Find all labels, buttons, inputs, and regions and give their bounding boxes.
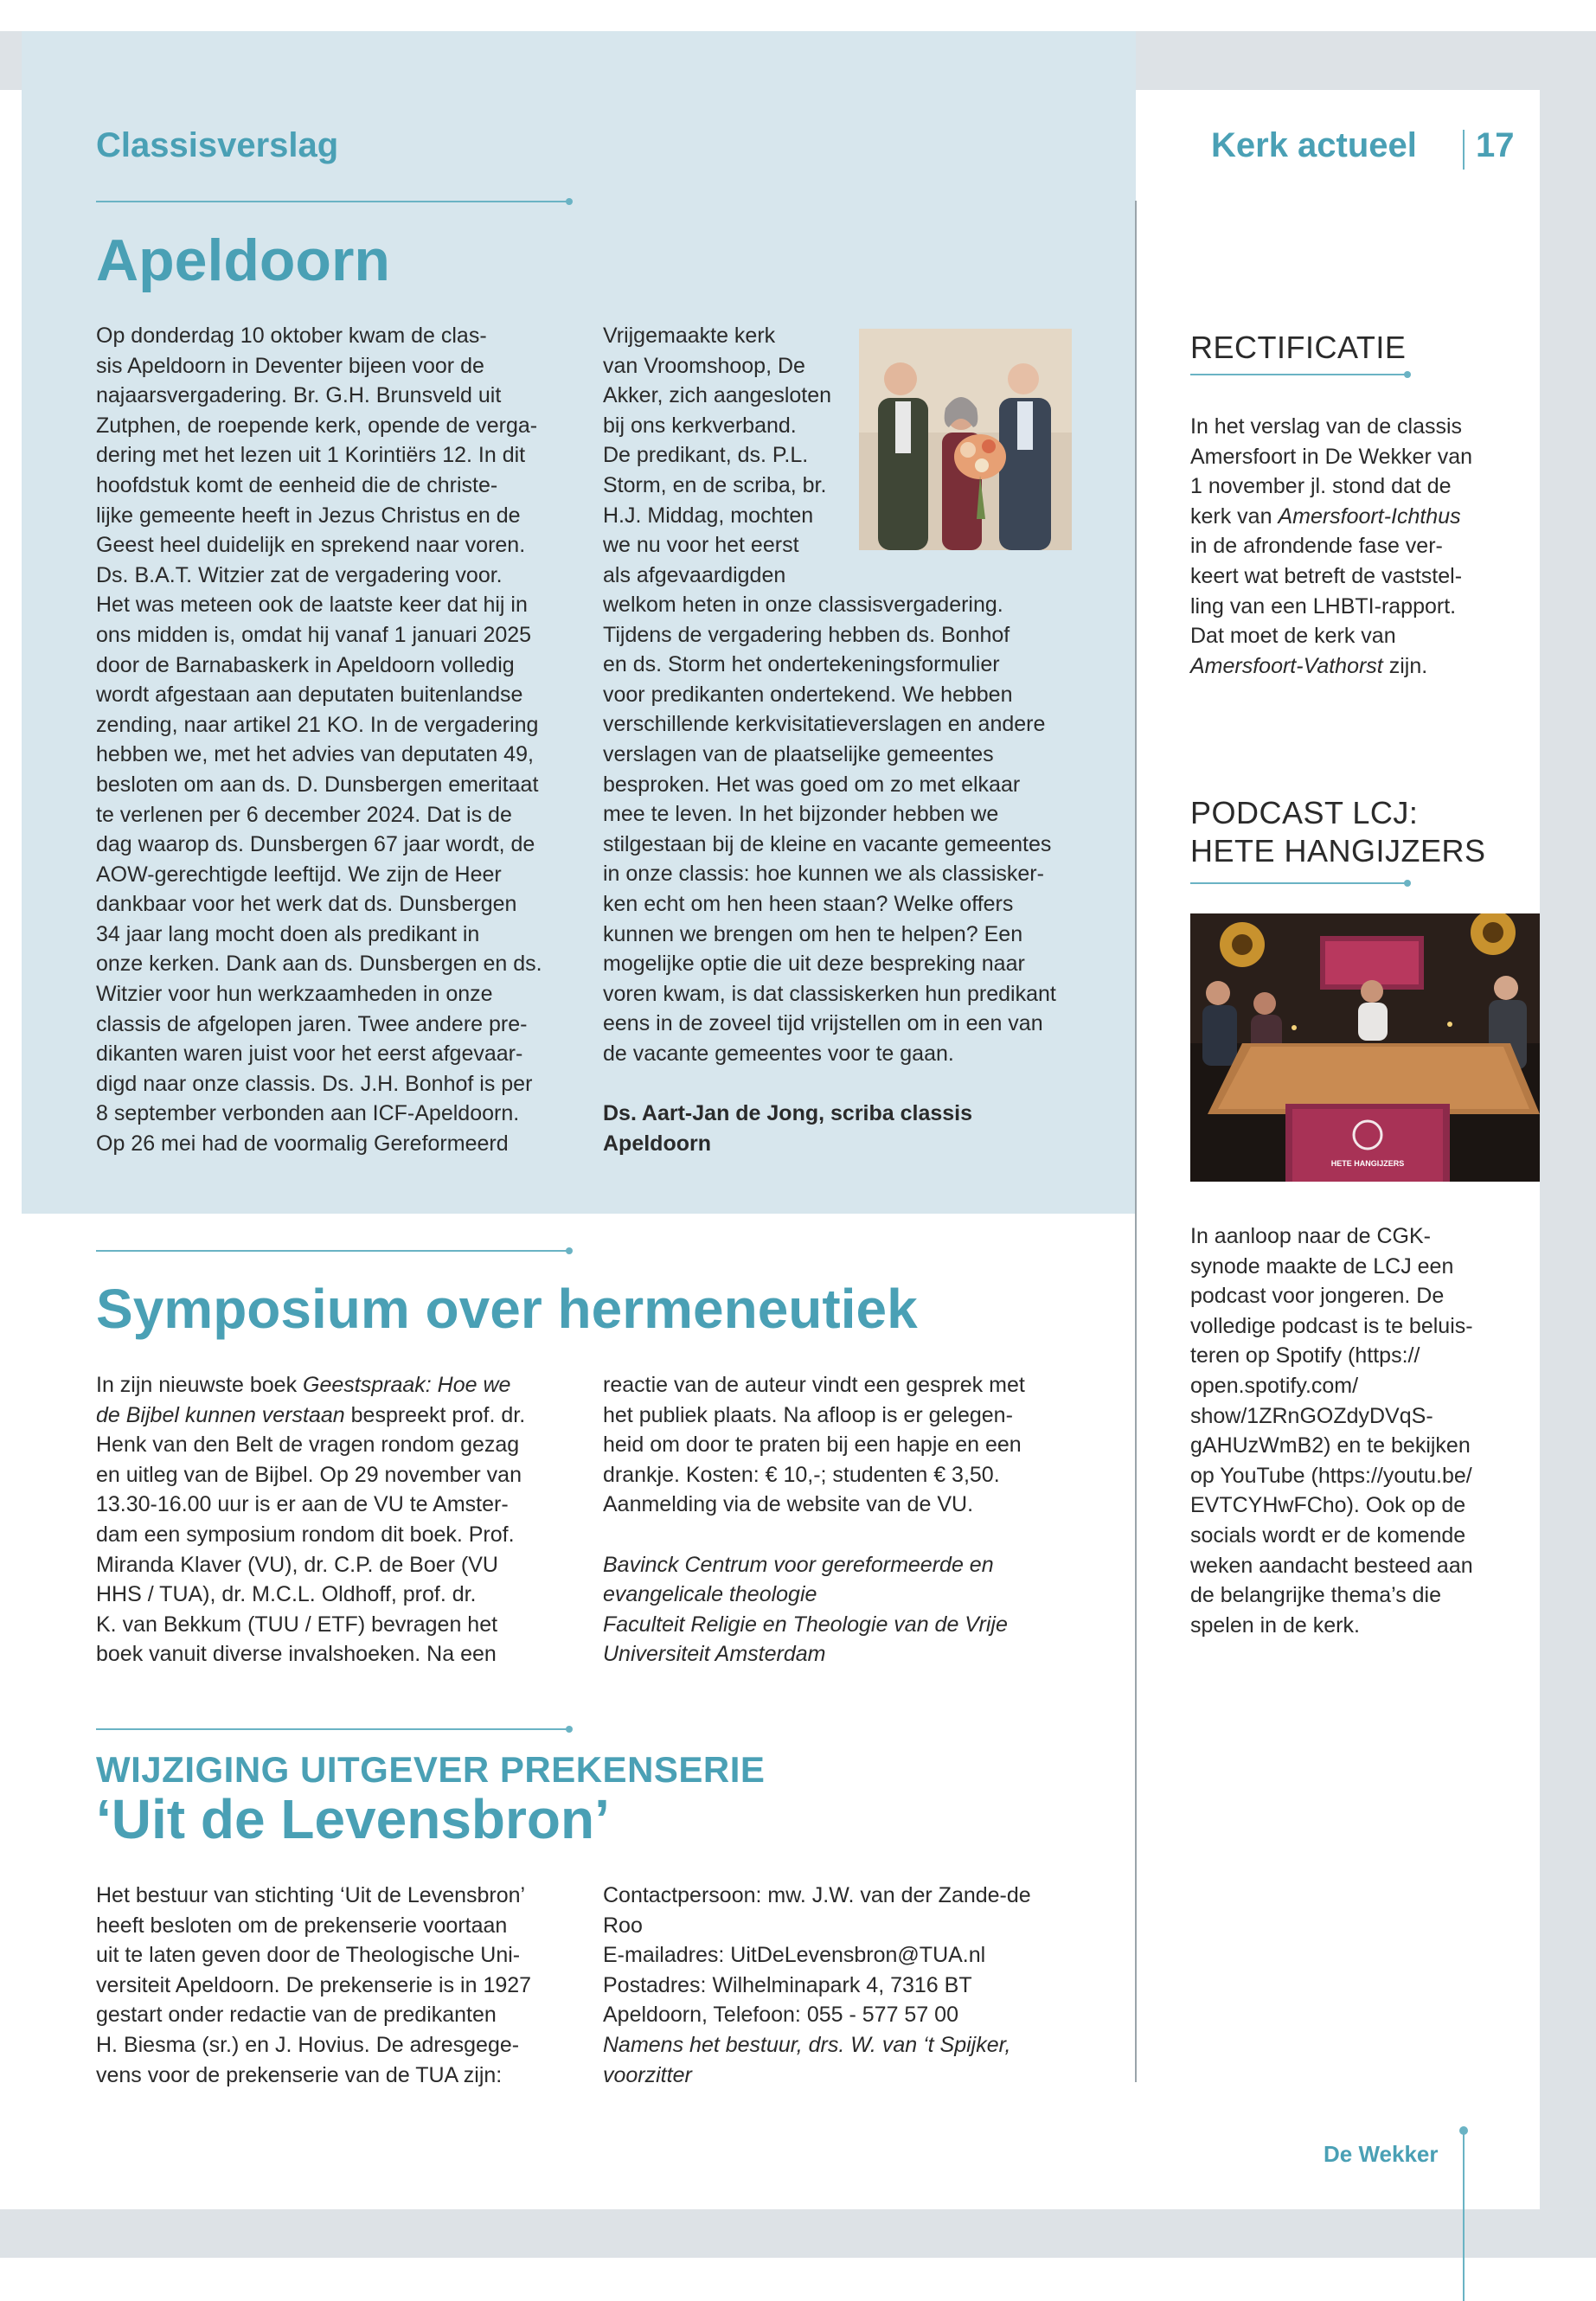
text-line [96, 1580, 580, 1610]
text-line: teren op Spotify (https:// [1190, 1343, 1420, 1368]
text-line: ken echt om hen heen staan? Welke offers [603, 891, 1014, 916]
text-segment: Dat moet de kerk van [1190, 624, 1396, 649]
signature-line2: Apeldoorn [603, 1131, 711, 1156]
text-line: sis Apeldoorn in Deventer bijeen voor de [96, 353, 484, 378]
text-line: Postadres: Wilhelminapark 4, 7316 BT [603, 1972, 972, 1997]
footer-magazine-name: De Wekker [1324, 2141, 1439, 2167]
text-line: hoofdstuk komt de eenheid die de christe- [96, 472, 498, 497]
text-line: Ds. B.A.T. Witzier zat de vergadering voor. [96, 562, 503, 587]
text-line: Op donderdag 10 oktober kwam de clas- [96, 324, 487, 348]
divider-rule [96, 1250, 570, 1252]
text-line: voor predikanten ondertekend. We hebben [603, 682, 1013, 707]
text-line [1190, 621, 1519, 651]
text-line: Aanmelding via de website van de VU. [603, 1492, 974, 1517]
text-line: stilgestaan bij de kleine en vacante gemeentes [603, 831, 1052, 856]
text-segment: boek vanuit diverse invalshoeken. Na een [96, 1642, 497, 1667]
text-line: verschillende kerkvisitatieverslagen en andere [603, 712, 1046, 737]
text-line: Bavinck Centrum voor gereformeerde en [603, 1552, 994, 1577]
divider-rule [1190, 882, 1408, 884]
text-line: voorzitter [603, 2062, 692, 2087]
text-segment: K. van Bekkum (TUU / ETF) bevragen het [96, 1612, 498, 1637]
text-line [1190, 412, 1519, 442]
text-segment: Amersfoort in De Wekker van [1190, 444, 1473, 469]
podcast-studio-image [1190, 913, 1540, 1182]
text-line [1190, 592, 1519, 622]
text-line: synode maakte de LCJ een [1190, 1253, 1454, 1279]
text-line [1190, 531, 1519, 561]
text-line: kunnen we brengen om hen te helpen? Een [603, 921, 1023, 946]
text-line: classis de afgelopen jaren. Twee andere pre- [96, 1011, 528, 1036]
article-title-apeldoorn: Apeldoorn [96, 228, 390, 293]
text-line: reactie van de auteur vindt een gesprek met [603, 1373, 1025, 1397]
text-segment: 13.30-16.00 uur is er aan de VU te Amster- [96, 1492, 509, 1517]
divider-rule [96, 1728, 570, 1730]
text-line: in onze classis: hoe kunnen we als classisker- [603, 862, 1044, 887]
text-line: Storm, en de scriba, br. [603, 472, 827, 497]
text-line [96, 1490, 580, 1520]
text-segment: In het verslag van de classis [1190, 414, 1463, 439]
text-line: onze kerken. Dank aan ds. Dunsbergen en ds. [96, 952, 542, 977]
podcast-title-line2: HETE HANGIJZERS [1190, 833, 1486, 868]
text-line: evangelicale theologie [603, 1582, 817, 1607]
text-line: versiteit Apeldoorn. De prekenserie is in 1927 [96, 1972, 532, 1997]
top-margin [0, 0, 1596, 31]
text-line: dering met het lezen uit 1 Korintiërs 12. In dit [96, 443, 526, 468]
text-line: Contactpersoon: mw. J.W. van der Zande-de [603, 1883, 1031, 1907]
text-segment: 1 november jl. stond dat de [1190, 474, 1452, 499]
article-title-levensbron: ‘Uit de Levensbron’ [96, 1788, 610, 1850]
section-label: Classisverslag [96, 126, 339, 164]
text-line: dankbaar voor het werk dat ds. Dunsbergen [96, 892, 517, 917]
text-line: Tijdens de vergadering hebben ds. Bonhof [603, 622, 1010, 647]
article-title-symposium: Symposium over hermeneutiek [96, 1278, 918, 1340]
italic-segment: de Bijbel kunnen verstaan [96, 1402, 345, 1427]
text-line: besproken. Het was goed om zo met elkaar [603, 772, 1021, 797]
text-line: Het was meteen ook de laatste keer dat hij in [96, 593, 528, 618]
text-line: welkom heten in onze classisvergadering. [603, 593, 1003, 617]
text-line: weken aandacht besteed aan [1190, 1553, 1473, 1578]
text-line: Zutphen, de roepende kerk, opende de verga- [96, 413, 538, 438]
text-segment: Henk van den Belt de vragen rondom gezag [96, 1433, 520, 1458]
rectificatie-title: RECTIFICATIE [1190, 330, 1407, 365]
signature-line1: Ds. Aart-Jan de Jong, scriba classis [603, 1101, 973, 1125]
article-kicker: WIJZIGING UITGEVER PREKENSERIE [96, 1749, 766, 1790]
text-line [96, 1520, 580, 1550]
text-line: het publiek plaats. Na afloop is er gelegen- [603, 1402, 1013, 1427]
rectificatie-body [1190, 412, 1519, 681]
text-line: 34 jaar lang mocht doen als predikant in [96, 921, 480, 946]
text-segment: keert wat betreft de vaststel- [1190, 563, 1463, 588]
text-line: vens voor de prekenserie van de TUA zijn: [96, 2062, 503, 2087]
text-line: verslagen van de plaatselijke gemeentes [603, 741, 994, 766]
text-line: open.spotify.com/ [1190, 1373, 1359, 1398]
text-line: ons midden is, omdat hij vanaf 1 januari 2025 [96, 622, 532, 647]
text-line: mee te leven. In het bijzonder hebben we [603, 802, 999, 827]
text-line: door de Barnabaskerk in Apeldoorn volledig [96, 652, 515, 677]
text-line: H. Biesma (sr.) en J. Hovius. De adresgege- [96, 2032, 520, 2057]
italic-segment: Amersfoort-Ichthus [1278, 503, 1461, 529]
text-line: we nu voor het eerst [603, 533, 799, 558]
text-line: volledige podcast is te beluis- [1190, 1313, 1473, 1338]
text-segment: bespreekt prof. dr. [344, 1402, 526, 1427]
text-line: gestart onder redactie van de predikanten [96, 2003, 497, 2028]
paragraph-gap [603, 1520, 1087, 1550]
text-line: podcast voor jongeren. De [1190, 1284, 1445, 1309]
text-line [96, 1460, 580, 1490]
text-line: dikanten waren juist voor het eerst afgevaar- [96, 1042, 523, 1067]
text-line: drankje. Kosten: € 10,-; studenten € 3,50. [603, 1462, 1000, 1487]
text-line: Apeldoorn, Telefoon: 055 - 577 57 00 [603, 2003, 958, 2028]
podcast-body [1190, 1221, 1519, 1640]
text-line [96, 1370, 580, 1400]
text-segment: en uitleg van de Bijbel. Op 29 november van [96, 1462, 522, 1487]
podcast-title [1190, 794, 1486, 870]
text-line: Vrijgemaakte kerk [603, 324, 776, 348]
italic-segment: Amersfoort-Vathorst [1190, 653, 1383, 678]
text-line: uit te laten geven door de Theologische Uni- [96, 1943, 521, 1968]
text-line [1190, 442, 1519, 472]
podcast-title-line1: PODCAST LCJ: [1190, 795, 1419, 830]
text-segment: kerk van [1190, 503, 1279, 529]
article1-column1 [96, 321, 580, 1159]
text-segment: HHS / TUA), dr. M.C.L. Oldhoff, prof. dr. [96, 1582, 477, 1607]
text-line: show/1ZRnGOZdyDVqS- [1190, 1403, 1433, 1428]
podcast-logo-text: HETE HANGIJZERS [1330, 1159, 1405, 1168]
article3-column1 [96, 1881, 580, 2090]
text-line: H.J. Middag, mochten [603, 503, 814, 528]
magazine-section: Kerk actueel [1211, 126, 1417, 164]
text-line: hebben we, met het advies van deputaten 49, [96, 742, 534, 767]
text-line: eens in de zoveel tijd vrijstellen om in een van [603, 1011, 1043, 1036]
text-line: AOW-gerechtigde leeftijd. We zijn de Heer [96, 862, 502, 887]
text-line: Akker, zich aangesloten [603, 383, 832, 408]
text-line: bij ons kerkverband. [603, 413, 797, 438]
classis-photo [859, 329, 1072, 550]
text-line: Witzier voor hun werkzaamheden in onze [96, 982, 493, 1007]
classis-photo-image [859, 329, 1072, 550]
text-line: Geest heel duidelijk en sprekend naar voren. [96, 533, 526, 558]
text-line: als afgevaardigden [603, 562, 786, 587]
text-line [96, 1430, 580, 1460]
text-line: gAHUzWmB2) en te bekijken [1190, 1433, 1471, 1458]
text-segment: ling van een LHBTI-rapport. [1190, 593, 1457, 619]
text-line: spelen in de kerk. [1190, 1612, 1360, 1638]
article1-signature [603, 1099, 1087, 1158]
text-line: EVTCYHwFCho). Ook op de [1190, 1493, 1466, 1518]
article1-column2 [603, 590, 1087, 1069]
text-segment: in de afrondende fase ver- [1190, 534, 1443, 559]
text-line: mogelijke optie die uit deze bespreking naar [603, 952, 1025, 977]
text-line [96, 1610, 580, 1640]
text-line: besloten om aan ds. D. Dunsbergen emeritaat [96, 772, 539, 797]
text-line [1190, 471, 1519, 502]
text-line: wordt afgestaan aan deputaten buitenlandse [96, 683, 523, 708]
text-line: de vacante gemeentes voor te gaan. [603, 1041, 954, 1066]
header-divider [1463, 130, 1465, 170]
podcast-photo [1190, 913, 1540, 1182]
bottom-margin [0, 2258, 1596, 2301]
article2-column2 [603, 1370, 1087, 1670]
text-line: op YouTube (https://youtu.be/ [1190, 1463, 1472, 1488]
footer-rule-dot [1459, 2126, 1468, 2135]
text-line: socials wordt er de komende [1190, 1522, 1466, 1548]
text-line: Het bestuur van stichting ‘Uit de Levensbron’ [96, 1883, 526, 1907]
text-line [1190, 561, 1519, 592]
text-segment: zijn. [1382, 653, 1428, 678]
text-line: lijke gemeente heeft in Jezus Christus en de [96, 503, 521, 528]
text-line: Faculteit Religie en Theologie van de Vrije [603, 1612, 1008, 1637]
text-line: Universiteit Amsterdam [603, 1642, 826, 1667]
article1-column2-top [603, 321, 854, 590]
article3-column2 [603, 1881, 1087, 2090]
text-line: te verlenen per 6 december 2024. Dat is de [96, 802, 512, 827]
text-line: Roo [603, 1913, 643, 1938]
text-line: najaarsvergadering. Br. G.H. Brunsveld uit [96, 383, 502, 408]
text-line: In aanloop naar de CGK- [1190, 1224, 1431, 1248]
text-line [96, 1639, 580, 1670]
article2-column1 [96, 1370, 580, 1670]
text-line [96, 1550, 580, 1580]
italic-segment: Geestspraak: Hoe we [303, 1373, 511, 1397]
page-number: 17 [1476, 126, 1515, 164]
text-line: en ds. Storm het ondertekeningsformulier [603, 652, 1000, 677]
text-line [96, 1400, 580, 1431]
text-line: E-mailadres: UitDeLevensbron@TUA.nl [603, 1943, 986, 1968]
footer-rule [1463, 2130, 1465, 2301]
column-rule [1135, 201, 1137, 2082]
text-line: Namens het bestuur, drs. W. van ‘t Spijker, [603, 2032, 1011, 2057]
text-line: voren kwam, is dat classiskerken hun predikant [603, 981, 1056, 1006]
text-line [1190, 651, 1519, 682]
text-segment: dam een symposium rondom dit boek. Prof. [96, 1522, 515, 1547]
text-segment: In zijn nieuwste boek [96, 1373, 304, 1397]
text-line: 8 september verbonden aan ICF-Apeldoorn. [96, 1101, 520, 1126]
text-line: de belangrijke thema’s die [1190, 1583, 1442, 1608]
text-line [1190, 502, 1519, 532]
text-line: heeft besloten om de prekenserie voortaan [96, 1913, 508, 1938]
text-line: Op 26 mei had de voormalig Gereformeerd [96, 1131, 509, 1157]
text-line: digd naar onze classis. Ds. J.H. Bonhof is per [96, 1071, 533, 1096]
text-line: heid om door te praten bij een hapje en een [603, 1433, 1022, 1458]
divider-rule [96, 201, 570, 202]
text-line: zending, naar artikel 21 KO. In de vergadering [96, 712, 539, 737]
text-line: van Vroomshoop, De [603, 353, 805, 378]
text-line: dag waarop ds. Dunsbergen 67 jaar wordt, de [96, 832, 535, 857]
text-line: De predikant, ds. P.L. [603, 443, 809, 468]
text-segment: Miranda Klaver (VU), dr. C.P. de Boer (VU [96, 1552, 498, 1577]
divider-rule [1190, 374, 1408, 375]
